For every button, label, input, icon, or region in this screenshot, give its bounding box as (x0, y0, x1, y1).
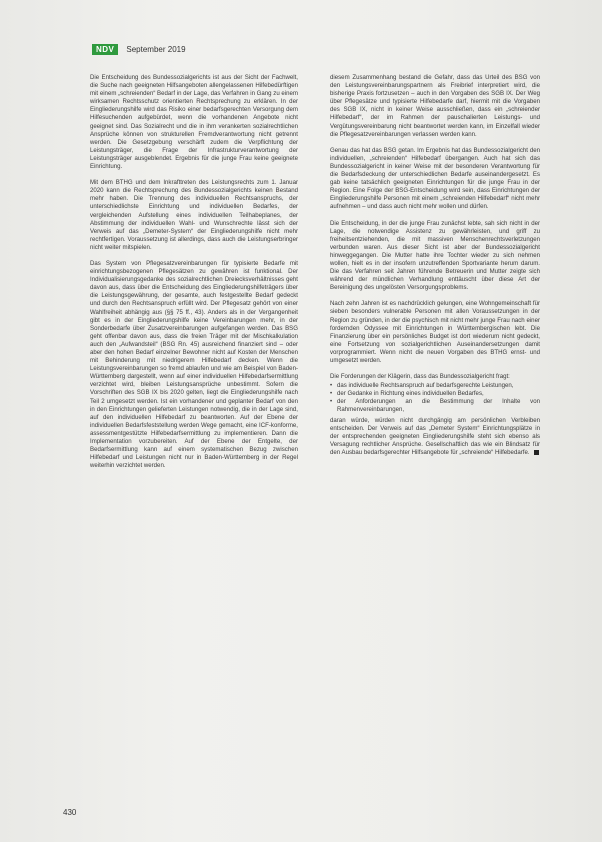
paragraph: Die Forderungen der Klägerin, dass das Bundessozialgericht fragt: (330, 373, 510, 381)
list-item: • der Anforderungen an die Bestimmung der Inhalte von Rahmenvereinbarungen, (330, 398, 540, 414)
paragraph: diesem Zusammenhang bestand die Gefahr, dass das Urteil des BSG von den Leistungsvereinbarungspartnern als Freibrief interpretiert wird, die bisherige Praxis fortzusetzen – auch in den Vorgaben des SGB IX. Der Weg über Pflegesätze und typisierte Hilfebedarfe darf, hiermit mit die Vorgaben des SGB IX, nicht in keiner Weise ausschließen, dass ein „schreiender Hilfebedarf“, der im Rahmen der pauschalierten Leistungs- und Vergütungsvereinbarung nicht beantwortet werden kann, im Einzelfall wieder die Pflegesatzvereinbarungen verlassen werden kann. (330, 74, 540, 138)
paragraph: Die Entscheidung, in der die junge Frau zunächst lebte, sah sich nicht in der Lage, die notwendige Assistenz zu gewährleisten, und griff zu freiheitsentziehenden, die mit massiven Menschenrechtsverletzungen verbunden waren. Aus dieser Sicht ist aber der Bundessozialgericht hinweggegangen. Die Mutter hatte ihre Tochter wieder zu sich nehmen wollen, hielt es in der insofern unzutreffenden Sportvariante herum darum. Die das Verfahren seit Jahren führende Betreuerin und Mutter zeigte sich während der mündlichen Verhandlung enttäuscht über diese Art der Bereinigung des ungelösten Versorgungsproblems. (330, 219, 540, 292)
paragraph: Das System von Pflegesatzvereinbarungen für typisierte Bedarfe mit einrichtungsbezogenen Pflegesätzen zu gewähren ist funktional. Der Individualisierungsgedanke des sozialrechtlichen Dreiecksverhältnisses geht davon aus, dass über die Entscheidung des Eingliederungshilfeträgers über die Leistungsgewährung, der gesamte, auch festgestellte Bedarf gedeckt und durch den Rechtsanspruch erfüllt wird. Der Pflegesatz gehört von einer Wahlfreiheit abhängig aus (§§ 75 ff., 43). Anders als in der Vergangenheit gibt es in der Eingliederungshilfe keine Vereinbarungen mehr, in der Sonderbedarfe über Zusatzvereinbarungen aufgefangen werden. Das BSG geht offenbar davon aus, dass die freien Träger mit der Mischkalkulation auch den „Aufwandsteil“ (BSG Rn. 45) ausreichend finanziert sind – oder aber den hohen Bedarf einzelner Bewohner nicht auf Kosten der Menschen mit Behinderung mit niedrigerem Hilfebedarf decken. Wenn die Leistungsvereinbarungen so fremd ablaufen und wie am Beispiel von Baden-Württemberg dargestellt, wenn auf einer individuellen Hilfebedarfsermittlung verzichtet wird, bleiben Leistungsansprüche unbestimmt. Sofern die Vorschriften des SGB IX bis 2020 gelten, liegt die Eingliederungshilfe nach Teil 2 umgesetzt werden. Ist ein vorhandener und geplanter Bedarf von den in den Einrichtungen gelieferten Leistungen notwendig, die in der Lage sind, auf den individuellen Hilfebedarf zu beantworten. Auf der Ebene der individuellen Bedarfsfeststellung werden Wege gemacht, eine ICF-konforme, assessmentgestützte Hilfebedarfsermittlung zu implementieren. Dann die Implementation vorzubereiten. Auf der Ebene der Entgelte, der Bedarfsermittlung kann auf einem systematischen Bezug zwischen Hilfebedarf und Leistungen nicht nur in Baden-Württemberg in der Regel weiterhin verzichtet werden. (90, 259, 298, 470)
closing-paragraph (330, 417, 540, 457)
paragraph: Mit dem BTHG und dem Inkrafttreten des Leistungsrechts zum 1. Januar 2020 kann die Rechtsprechung des Bundessozialgerichts keinen Bestand mehr haben. Die Trennung des individuellen Rechtsanspruchs, der unterschiedlichste Einrichtung und individuellen Bedarfes, der vergleichenden Aufstellung eines individuellen Teilhabeplanes, der Abstimmung der individuellen Wahl- und Wunschrechte lässt sich der Verweis auf das „Demeter-System“ der Eingliederungshilfe nicht mehr rechtfertigen. Voraussetzung ist allerdings, dass auch die Leistungserbringer nicht weiter mitspielen. (90, 179, 298, 251)
paragraph: Die Entscheidung des Bundessozialgerichts ist aus der Sicht der Fachwelt, die Suche nach geeigneten Hilfsangeboten allengelassenen Hilfebedürftigen mit einem „schreienden“ Bedarf in der Lage, das Verfahren in Gang zu einem wirksamen Rechtsschutz orientierten Rechtsprechung zu erklären. In der Eingliederungshilfe wird das Risiko einer bedarfsgerechten Versorgung dem Hilfesuchenden aufgebürdet, wenn die vorhandenen Angebote nicht geeignet sind. Das Sozialrecht und die in ihm verankerten sozialrechtlichen Ansprüche können von strukturellen Fremdverantwortung nicht getrennt werden. Die Gesetzgebung verschärft zudem die Verpflichtung der Leistungsträger, die Frage der Infrastrukturverantwortung der Leistungsträger ausgeblendet. Ergebnis für die junge Frau keine geeignete Einrichtung. (90, 74, 298, 171)
list-item: • das individuelle Rechtsanspruch auf bedarfsgerechte Leistungen, (330, 382, 540, 390)
issue-date: September 2019 (126, 45, 186, 54)
left-column (90, 74, 298, 478)
end-of-article-mark (534, 450, 539, 455)
right-column (330, 74, 540, 465)
bullet-list (330, 382, 540, 414)
paragraph: Nach zehn Jahren ist es nachdrücklich gelungen, eine Wohngemeinschaft für sieben besonders vulnerable Personen mit allen Voraussetzungen in der Region zu gründen, in der die psychisch mit nicht mehr junge Frau nach einer fordernden Odyssee mit Einrichtungen in Württembergischen lebt. Die Finanzierung über ein persönliches Budget ist dort wiederum nicht gedeckt, eine Fortsetzung von sozialgerichtlichen Auseinandersetzungen damit vorprogrammiert. Wenn nicht die neuen Vorgaben des BTHG ernst- und umgesetzt werden. (330, 300, 540, 364)
list-item: • der Gedanke in Richtung eines individuellen Bedarfes, (330, 390, 540, 398)
paragraph: Genau das hat das BSG getan. Im Ergebnis hat das Bundessozialgericht den individuellen, „schreienden“ Hilfebedarf übergangen. Auch hat sich das Bundessozialgericht in keiner Weise mit der besonderen Verantwortung für die Bedarfsdeckung der unterschiedlichen Bedarfe auseinandergesetzt. Es gab keine tatsächlich geeigneten Einrichtungen für die junge Frau in der Region. Eine Folge der BSG-Entscheidung wird sein, dass Einrichtungen der Eingliederungshilfe Personen mit einem „schreienden Hilfebedarf“ nicht mehr aufnehmen – und dass auch nicht mehr wollen und dürfen. (330, 146, 540, 211)
page-number: 430 (63, 808, 77, 817)
closing-text: daran würde, würden nicht durchgängig am persönlichen Verbleiben entscheiden. Der Verweis auf das „Demeter System“ Einrichtungsplätze in der entsprechenden geeigneten Eingliederungshilfe steht sich ebenso als Versagung rechtlicher Ansprüche. Gesellschaftlich das wie ein Blindsatz für den Ausbau bedarfsgerechter Hilfsangebote für „schreiende“ Hilfebedarfe. (330, 416, 540, 456)
brand-logo: NDV (92, 44, 118, 55)
page-header (92, 44, 186, 55)
